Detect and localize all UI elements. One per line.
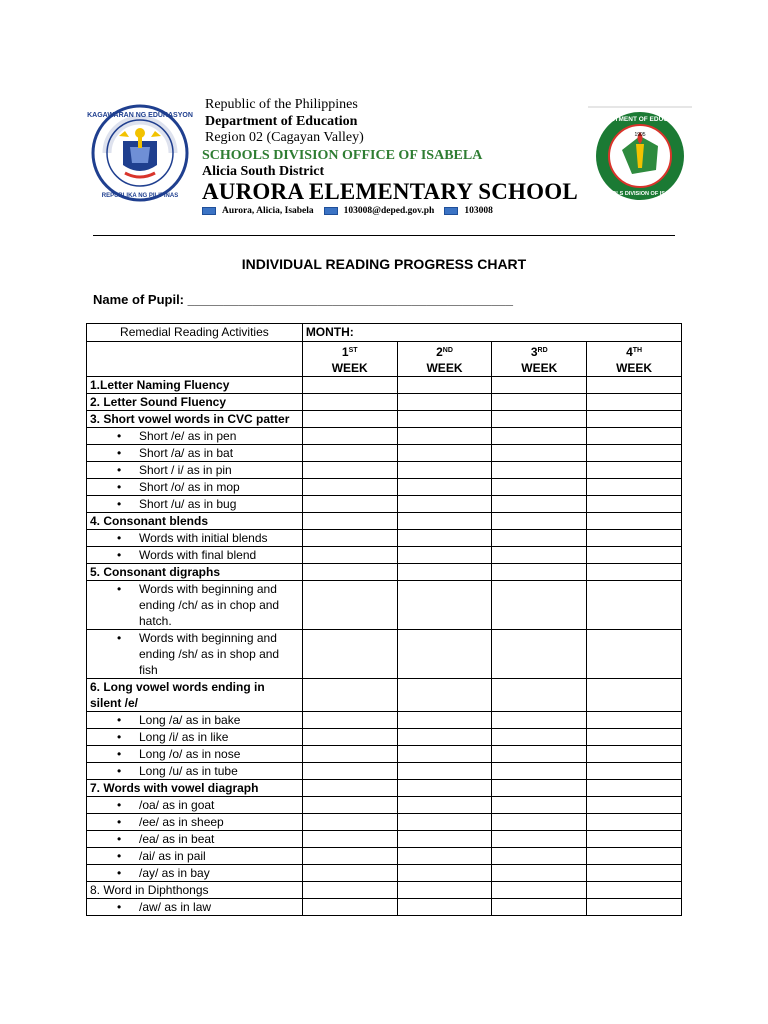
seal-year: 1905	[634, 132, 646, 138]
week-2-cell[interactable]	[397, 496, 492, 513]
week-1-cell[interactable]	[302, 428, 397, 445]
week-1-cell[interactable]	[302, 780, 397, 797]
week-2-cell[interactable]	[397, 831, 492, 848]
week-1-cell[interactable]	[302, 530, 397, 547]
school-name: AURORA ELEMENTARY SCHOOL	[202, 179, 578, 204]
week-3-cell[interactable]	[492, 848, 587, 865]
bullet-icon: •	[117, 798, 122, 812]
activity-text: Short /e/ as in pen	[139, 429, 237, 443]
activity-text: Short /o/ as in mop	[139, 480, 240, 494]
activity-subitem-cell	[87, 479, 303, 496]
activity-text: Words with final blend	[139, 548, 257, 562]
week-1-cell[interactable]	[302, 513, 397, 530]
svg-text:DEPARTMENT OF EDUCATION: DEPARTMENT OF EDUCATION	[592, 116, 688, 123]
pupil-name-field[interactable]: Name of Pupil: _____________________________________________	[93, 292, 513, 307]
week-4-cell[interactable]	[587, 848, 682, 865]
activity-text: /ea/ as in beat	[139, 832, 215, 846]
activity-subitem-cell	[87, 814, 303, 831]
week-4-cell[interactable]	[587, 882, 682, 899]
activity-subitem-cell	[87, 581, 303, 630]
week-4-cell[interactable]	[587, 630, 682, 679]
activity-subitem-cell	[87, 547, 303, 564]
reading-progress-table	[86, 323, 682, 916]
activity-text: Words with beginning and ending /ch/ as in chop and hatch.	[139, 582, 280, 628]
activity-subitem-row	[87, 547, 682, 564]
activity-section-cell: 8. Word in Diphthongs	[87, 882, 303, 899]
activity-section-row	[87, 377, 682, 394]
week-2-cell[interactable]	[397, 729, 492, 746]
week-1-cell[interactable]	[302, 679, 397, 712]
activity-subitem-cell	[87, 797, 303, 814]
week-2-cell[interactable]	[397, 428, 492, 445]
week-1-cell[interactable]	[302, 496, 397, 513]
bullet-icon: •	[117, 548, 122, 562]
bullet-icon: •	[117, 747, 122, 761]
week-2-cell[interactable]	[397, 763, 492, 780]
contact-line	[202, 206, 503, 216]
week-3-cell[interactable]	[492, 729, 587, 746]
activity-text: Words with beginning and ending /sh/ as in shop and fish	[139, 631, 280, 677]
bullet-icon: •	[117, 713, 122, 727]
activity-subitem-row	[87, 865, 682, 882]
activity-column-header: Remedial Reading Activities	[87, 324, 303, 342]
activity-subitem-row	[87, 763, 682, 780]
week-3-cell[interactable]	[492, 411, 587, 428]
week-3-cell[interactable]	[492, 797, 587, 814]
week-4-cell[interactable]	[587, 564, 682, 581]
week-4-cell[interactable]	[587, 831, 682, 848]
week-2-cell[interactable]	[397, 679, 492, 712]
week-2-cell[interactable]	[397, 411, 492, 428]
activity-subitem-row	[87, 746, 682, 763]
month-header: MONTH:	[302, 324, 681, 342]
activity-subitem-row	[87, 428, 682, 445]
activity-section-row	[87, 882, 682, 899]
activity-subitem-cell	[87, 428, 303, 445]
week-4-cell[interactable]	[587, 513, 682, 530]
week-3-cell[interactable]	[492, 865, 587, 882]
week-2-cell[interactable]	[397, 513, 492, 530]
week-3-cell[interactable]	[492, 814, 587, 831]
svg-text:SCHOOLS DIVISION OF ISABELA: SCHOOLS DIVISION OF ISABELA	[596, 191, 684, 197]
activity-section-cell: 1.Letter Naming Fluency	[87, 377, 303, 394]
week-1-cell[interactable]	[302, 814, 397, 831]
week-2-cell[interactable]	[397, 814, 492, 831]
week-1-cell[interactable]	[302, 462, 397, 479]
activity-subitem-cell	[87, 445, 303, 462]
activity-subitem-cell	[87, 831, 303, 848]
activity-section-row	[87, 780, 682, 797]
activity-subitem-cell	[87, 729, 303, 746]
bullet-icon: •	[117, 497, 122, 511]
week-1-cell[interactable]	[302, 394, 397, 411]
week-2-cell[interactable]	[397, 581, 492, 630]
activity-subitem-cell	[87, 712, 303, 729]
week-4-cell[interactable]	[587, 712, 682, 729]
week-1-cell[interactable]	[302, 547, 397, 564]
email-icon	[324, 207, 338, 215]
week-4-cell[interactable]	[587, 530, 682, 547]
activity-text: Short /a/ as in bat	[139, 446, 234, 460]
activity-text: Long /a/ as in bake	[139, 713, 241, 727]
activity-text: /oa/ as in goat	[139, 798, 215, 812]
document-title: INDIVIDUAL READING PROGRESS CHART	[241, 256, 527, 272]
week-2-cell[interactable]	[397, 547, 492, 564]
week-4-cell[interactable]	[587, 411, 682, 428]
bullet-icon: •	[117, 582, 122, 596]
location-icon	[202, 207, 216, 215]
activity-text: /ai/ as in pail	[139, 849, 206, 863]
week-2-cell[interactable]	[397, 630, 492, 679]
activity-subitem-cell	[87, 630, 303, 679]
week-4-cell[interactable]	[587, 746, 682, 763]
activity-text: Long /i/ as in like	[139, 730, 229, 744]
week-3-cell[interactable]	[492, 445, 587, 462]
email-item	[324, 206, 435, 216]
week-4-cell[interactable]	[587, 780, 682, 797]
week-2-cell[interactable]	[397, 530, 492, 547]
week-4-cell[interactable]	[587, 377, 682, 394]
week-1-cell[interactable]	[302, 377, 397, 394]
bullet-icon: •	[117, 730, 122, 744]
week-1-cell[interactable]	[302, 479, 397, 496]
region-line: Region 02 (Cagayan Valley)	[205, 130, 364, 145]
week-1-cell[interactable]	[302, 729, 397, 746]
week-4-cell[interactable]	[587, 763, 682, 780]
activity-subitem-cell	[87, 462, 303, 479]
week-4-cell[interactable]	[587, 581, 682, 630]
week-4-cell[interactable]	[587, 899, 682, 916]
week-4-cell[interactable]	[587, 462, 682, 479]
email-text: 103008@deped.gov.ph	[343, 206, 435, 216]
bullet-icon: •	[117, 815, 122, 829]
week-1-cell[interactable]	[302, 581, 397, 630]
week-3-cell[interactable]	[492, 831, 587, 848]
bullet-icon: •	[117, 531, 122, 545]
week-3-cell[interactable]	[492, 377, 587, 394]
activity-text: /ee/ as in sheep	[139, 815, 224, 829]
week-3-cell[interactable]	[492, 513, 587, 530]
bullet-icon: •	[117, 849, 122, 863]
header-rule	[93, 235, 675, 236]
week-3-cell[interactable]	[492, 462, 587, 479]
bullet-icon: •	[117, 900, 122, 914]
week-2-cell[interactable]	[397, 712, 492, 729]
school-id-text: 103008	[464, 206, 493, 216]
division-seal-logo	[588, 106, 692, 202]
week-4-cell[interactable]	[587, 394, 682, 411]
week-3-cell[interactable]	[492, 581, 587, 630]
bullet-icon: •	[117, 866, 122, 880]
week-2-cell[interactable]	[397, 377, 492, 394]
week-4-cell[interactable]	[587, 479, 682, 496]
activity-section-row	[87, 513, 682, 530]
bullet-icon: •	[117, 429, 122, 443]
week-1-cell[interactable]	[302, 882, 397, 899]
week-4-cell[interactable]	[587, 496, 682, 513]
week-1-cell[interactable]	[302, 564, 397, 581]
activity-section-cell: 4. Consonant blends	[87, 513, 303, 530]
activity-subitem-row	[87, 479, 682, 496]
week-2-cell[interactable]	[397, 780, 492, 797]
week-3-cell[interactable]	[492, 564, 587, 581]
week-3-cell[interactable]	[492, 530, 587, 547]
activity-subitem-cell	[87, 865, 303, 882]
week-1-cell[interactable]	[302, 746, 397, 763]
activity-subitem-row	[87, 712, 682, 729]
svg-text:KAGAWARAN NG EDUKASYON: KAGAWARAN NG EDUKASYON	[87, 112, 193, 119]
activity-text: /ay/ as in bay	[139, 866, 210, 880]
address-text: Aurora, Alicia, Isabela	[222, 206, 314, 216]
week-3-cell[interactable]	[492, 780, 587, 797]
week-1-cell[interactable]	[302, 865, 397, 882]
week-3-cell[interactable]	[492, 428, 587, 445]
activity-subitem-row	[87, 581, 682, 630]
activity-subitem-cell	[87, 530, 303, 547]
week-3-cell[interactable]	[492, 882, 587, 899]
week-1-cell[interactable]	[302, 630, 397, 679]
activity-text: /aw/ as in law	[139, 900, 212, 914]
week-3-cell[interactable]	[492, 763, 587, 780]
week-2-cell[interactable]	[397, 462, 492, 479]
week-3-cell[interactable]	[492, 712, 587, 729]
activity-subitem-row	[87, 445, 682, 462]
week-4-cell[interactable]	[587, 865, 682, 882]
week-2-cell[interactable]	[397, 479, 492, 496]
activity-section-row	[87, 679, 682, 712]
republic-line: Republic of the Philippines	[205, 97, 358, 112]
week-4-cell[interactable]	[587, 547, 682, 564]
week-2-cell[interactable]	[397, 746, 492, 763]
activity-section-row	[87, 564, 682, 581]
bullet-icon: •	[117, 631, 122, 645]
activity-subitem-row	[87, 814, 682, 831]
activity-section-row	[87, 411, 682, 428]
activity-text: Short / i/ as in pin	[139, 463, 232, 477]
blank-header-cell	[87, 342, 303, 377]
activity-subitem-row	[87, 848, 682, 865]
week-4-cell[interactable]	[587, 679, 682, 712]
week-4-cell[interactable]	[587, 814, 682, 831]
activity-section-cell: 6. Long vowel words ending in silent /e/	[87, 679, 303, 712]
week-4-cell[interactable]	[587, 445, 682, 462]
activity-subitem-cell	[87, 763, 303, 780]
week-header-row	[87, 342, 682, 377]
week-2-cell[interactable]	[397, 865, 492, 882]
activity-text: Words with initial blends	[139, 531, 268, 545]
week-1-cell[interactable]	[302, 831, 397, 848]
week-3-cell[interactable]	[492, 899, 587, 916]
week-1-cell[interactable]	[302, 445, 397, 462]
activity-section-cell: 3. Short vowel words in CVC patter	[87, 411, 303, 428]
bullet-icon: •	[117, 832, 122, 846]
week-2-header: 2ND WEEK	[397, 342, 492, 377]
school-id-item	[444, 206, 493, 216]
week-1-header: 1ST WEEK	[302, 342, 397, 377]
week-4-header: 4TH WEEK	[587, 342, 682, 377]
week-2-cell[interactable]	[397, 445, 492, 462]
week-2-cell[interactable]	[397, 394, 492, 411]
week-3-cell[interactable]	[492, 479, 587, 496]
department-line: Department of Education	[205, 114, 358, 129]
activity-subitem-row	[87, 831, 682, 848]
week-1-cell[interactable]	[302, 899, 397, 916]
activity-section-cell: 7. Words with vowel diagraph	[87, 780, 303, 797]
activity-text: Short /u/ as in bug	[139, 497, 237, 511]
activity-text: Long /u/ as in tube	[139, 764, 238, 778]
week-2-cell[interactable]	[397, 797, 492, 814]
address-item	[202, 206, 314, 216]
district-line: Alicia South District	[202, 164, 325, 179]
week-2-cell[interactable]	[397, 882, 492, 899]
activity-subitem-row	[87, 729, 682, 746]
week-3-cell[interactable]	[492, 394, 587, 411]
activity-subitem-row	[87, 530, 682, 547]
week-4-cell[interactable]	[587, 797, 682, 814]
week-1-cell[interactable]	[302, 712, 397, 729]
activity-section-row	[87, 394, 682, 411]
week-1-cell[interactable]	[302, 763, 397, 780]
week-1-cell[interactable]	[302, 848, 397, 865]
week-3-cell[interactable]	[492, 630, 587, 679]
activity-subitem-row	[87, 797, 682, 814]
activity-subitem-cell	[87, 899, 303, 916]
activity-subitem-row	[87, 899, 682, 916]
activity-section-cell: 5. Consonant digraphs	[87, 564, 303, 581]
week-3-cell[interactable]	[492, 679, 587, 712]
week-2-cell[interactable]	[397, 899, 492, 916]
activity-subitem-row	[87, 496, 682, 513]
division-line: SCHOOLS DIVISION OFFICE OF ISABELA	[202, 148, 483, 163]
activity-subitem-cell	[87, 496, 303, 513]
week-3-cell[interactable]	[492, 746, 587, 763]
id-icon	[444, 207, 458, 215]
svg-text:REPUBLIKA NG PILIPINAS: REPUBLIKA NG PILIPINAS	[101, 193, 179, 199]
week-4-cell[interactable]	[587, 729, 682, 746]
week-2-cell[interactable]	[397, 848, 492, 865]
week-4-cell[interactable]	[587, 428, 682, 445]
activity-subitem-cell	[87, 848, 303, 865]
activity-subitem-row	[87, 462, 682, 479]
header-row	[87, 324, 682, 342]
week-2-cell[interactable]	[397, 564, 492, 581]
week-1-cell[interactable]	[302, 797, 397, 814]
bullet-icon: •	[117, 480, 122, 494]
activity-text: Long /o/ as in nose	[139, 747, 241, 761]
deped-seal-logo	[85, 103, 195, 203]
bullet-icon: •	[117, 463, 122, 477]
week-1-cell[interactable]	[302, 411, 397, 428]
week-3-cell[interactable]	[492, 547, 587, 564]
bullet-icon: •	[117, 764, 122, 778]
activity-section-cell: 2. Letter Sound Fluency	[87, 394, 303, 411]
activity-subitem-cell	[87, 746, 303, 763]
week-3-cell[interactable]	[492, 496, 587, 513]
bullet-icon: •	[117, 446, 122, 460]
activity-subitem-row	[87, 630, 682, 679]
week-3-header: 3RD WEEK	[492, 342, 587, 377]
